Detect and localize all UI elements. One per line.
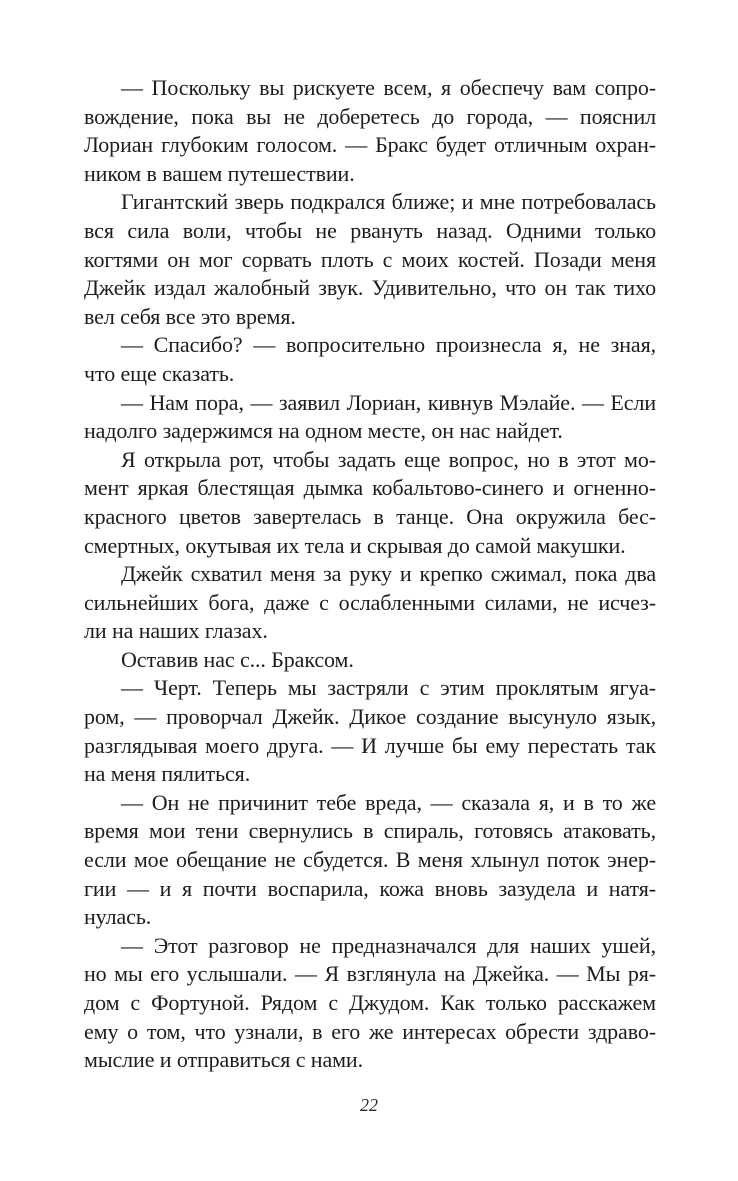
text-block — [84, 74, 656, 1075]
text-line: вел себя все это время. — [84, 303, 296, 329]
text-line: ником в вашем путешествии. — [84, 160, 355, 186]
text-line: Лориан глубоким голосом. — Бракс будет отличным охран- — [84, 132, 656, 158]
text-line: Оставив нас с... Браксом. — [121, 646, 354, 672]
text-line: — Черт. Теперь мы застряли с этим проклятым ягуа- — [121, 675, 656, 701]
text-line: — Он не причинит тебе вреда, — сказала я, и в то же — [121, 789, 656, 815]
paragraph — [84, 331, 656, 388]
paragraph — [84, 188, 656, 331]
text-line: Джейк схватил меня за руку и крепко сжимал, пока два — [121, 561, 656, 587]
text-line: на меня пялиться. — [84, 761, 251, 787]
text-line: но мы его услышали. — Я взглянула на Джейка. — Мы ря- — [84, 961, 656, 987]
text-line: время мои тени свернулись в спираль, готовясь атаковать, — [84, 818, 656, 844]
text-line: ли на наших глазах. — [84, 618, 268, 644]
text-line: вождение, пока вы не доберетесь до города, — пояснил — [84, 103, 656, 129]
page-number: 22 — [360, 1095, 378, 1115]
text-line: сильнейших бога, даже с ослабленными силами, не исчез- — [84, 589, 656, 615]
paragraph — [84, 389, 656, 446]
text-line: надолго задержимся на одном месте, он нас найдет. — [84, 418, 563, 444]
text-line: мыслие и отправиться с нами. — [84, 1047, 364, 1073]
text-line: ром, — проворчал Джейк. Дикое создание высунуло язык, — [84, 704, 656, 730]
paragraph — [84, 74, 656, 188]
text-line: ему о том, что узнали, в его же интересах обрести здраво- — [84, 1018, 656, 1044]
paragraph — [84, 789, 656, 932]
text-line: — Нам пора, — заявил Лориан, кивнув Мэлайе. — Если — [121, 389, 656, 415]
paragraph — [84, 446, 656, 560]
paragraph — [84, 646, 656, 675]
text-line: Гигантский зверь подкрался ближе; и мне потребовалась — [121, 189, 656, 215]
paragraph — [84, 674, 656, 788]
text-line: — Спасибо? — вопросительно произнесла я, не зная, — [121, 332, 656, 358]
text-line: нулась. — [84, 904, 152, 930]
text-line: Я открыла рот, чтобы задать еще вопрос, но в этот мо- — [121, 446, 656, 472]
paragraph — [84, 932, 656, 1075]
text-line: смертных, окутывая их тела и скрывая до самой макушки. — [84, 532, 626, 558]
paragraph — [84, 560, 656, 646]
text-line: вся сила воли, чтобы не рвануть назад. Одними только — [84, 217, 656, 243]
text-line: — Этот разговор не предназначался для наших ушей, — [121, 932, 656, 958]
text-line: — Поскольку вы рискуете всем, я обеспечу вам сопро- — [121, 75, 656, 100]
text-line: Джейк издал жалобный звук. Удивительно, что он так тихо — [84, 275, 656, 301]
text-line: мент яркая блестящая дымка кобальтово-синего и огненно- — [84, 475, 656, 501]
text-line: если мое обещание не сбудется. В меня хлынул поток энер- — [84, 847, 656, 873]
text-line: дом с Фортуной. Рядом с Джудом. Как только расскажем — [84, 990, 656, 1015]
text-line: гии — и я почти воспарила, кожа вновь зазудела и натя- — [84, 875, 656, 901]
text-line: разглядывая моего друга. — И лучше бы ему перестать так — [84, 732, 656, 758]
text-line: красного цветов завертелась в танце. Она окружила бес- — [84, 503, 656, 529]
text-line: когтями он мог сорвать плоть с моих костей. Позади меня — [84, 246, 656, 272]
text-line: что еще сказать. — [84, 360, 235, 386]
